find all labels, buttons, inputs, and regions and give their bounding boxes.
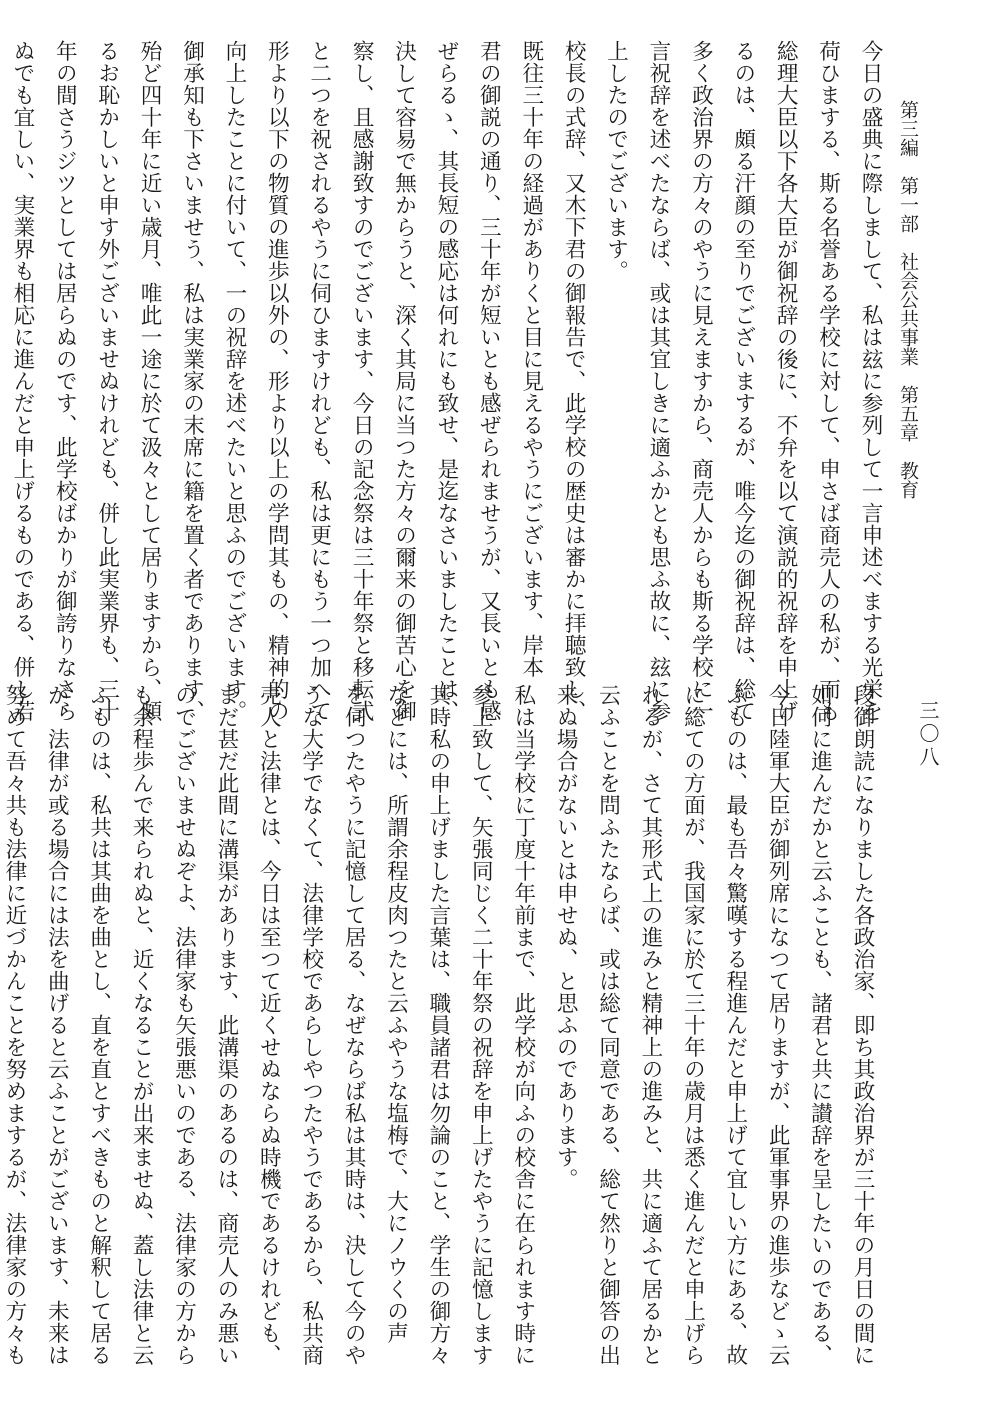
text-line: 今日の盛典に際しまして、私は玆に参列して一言申述べまする光栄を (858, 40, 883, 722)
text-line: 来ぬ場合がないとは申せぬ、と思ふのであります。 (553, 684, 579, 1190)
text-line: などには、所謂余程皮肉つたと云ふやうな塩梅で、大にノウくの声 (383, 684, 409, 1344)
text-line: 決して容易で無からうと、深く其局に当つた方々の爾来の御苦心を御 (391, 40, 417, 722)
text-line: まだ甚だ此間に溝渠があります、此溝渠のあるのは、商売人のみ悪い (213, 684, 239, 1366)
text-line: に総ての方面が、我国家に於て三十年の歳月は悉く進んだと申上げら (680, 684, 706, 1366)
text-line: 上したのでございます。 (603, 40, 629, 282)
text-line: 君の御説の通り、三十年が短いとも感ぜられませうが、又長いとも感 (476, 40, 502, 722)
text-line: うな大学でなくて、法律学校であらしやつたやうであるから、私共商 (298, 684, 324, 1366)
text-line: 既往三十年の経過がありくと目に見えるやうにございます、岸本 (518, 40, 544, 678)
header-chapter: 第五章 (897, 385, 919, 442)
text-line: 如何に進んだかと云ふことも、諸君と共に讃辞を呈したいのである、 (807, 684, 833, 1366)
text-line: るのは、頗る汗顔の至りでございまするが、唯今迄の御祝辞は、総て (730, 40, 756, 722)
text-line: 総理大臣以下各大臣が御祝辞の後に、不弁を以て演説的祝辞を申上げ (773, 40, 799, 722)
text-line: 云ふことを問ふたならば、或は総て同意である、総て然りと御答の出 (595, 684, 621, 1366)
text-line: 御承知も下さいませう、私は実業家の末席に籍を置く者であります、 (179, 40, 205, 722)
text-line: 参上致して、矢張同じく二十年祭の祝辞を申上げたやうに記憶します (468, 684, 494, 1366)
text-line: と二つを祝されるやうに伺ひますけれども、私は更にもう一つ加へて (306, 40, 332, 722)
page-number: 三〇八 (916, 700, 940, 769)
text-line: が、法律が或る場合には法を曲げると云ふことがございます、未来は (44, 684, 70, 1366)
text-line: ふものは、最も吾々驚嘆する程進んだと申上げて宜しい方にある、故 (722, 684, 748, 1366)
text-line: 察し、且感謝致すのでございます、今日の記念祭は三十年祭と移転式 (349, 40, 375, 722)
text-line: 年の間さうジツとしては居らぬのです、此学校ばかりが御誇りなさら (52, 40, 78, 722)
text-line: を伺つたやうに記憶して居る、なぜならば私は其時は、決して今のや (341, 684, 367, 1366)
text-line: るお恥かしいと申す外ございませぬけれども、併し此実業界も、三十 (94, 40, 120, 722)
text-line: 言祝辞を述べたならば、或は其宜しきに適ふかとも思ふ故に、玆に参 (645, 40, 671, 722)
header-category: 社会公共事業 (897, 252, 919, 366)
text-block-upper (0, 40, 891, 722)
text-line: 形より以下の物質の進歩以外の、形より以上の学問其もの、精神的の (264, 40, 290, 722)
text-line: 校長の式辞、又木下君の御報告で、此学校の歴史は審かに拝聴致し、 (561, 40, 587, 722)
text-line: 其時私の申上げました言葉は、職員諸君は勿論のこと、学生の御方々 (425, 684, 451, 1366)
text-line: 私は当学校に丁度十年前まで、此学校が向ふの校舎に在られます時に (510, 684, 536, 1366)
running-header (898, 100, 917, 499)
text-line: 売人と法律とは、今日は至つて近くせぬならぬ時機であるけれども、 (256, 684, 282, 1366)
text-line: ふものは、私共は其曲を曲とし、直を直とすべきものと解釈して居る (86, 684, 112, 1366)
header-bu: 第一部 (897, 176, 919, 233)
text-line: 段御朗読になりました各政治家、即ち其政治界が三十年の月日の間に (850, 684, 875, 1366)
header-hen: 第三編 (897, 100, 919, 157)
text-line: 荷ひまする、斯る名誉ある学校に対して、申さば商売人の私が、而も (815, 40, 841, 722)
text-block-lower (0, 684, 883, 1366)
text-line: 殆ど四十年に近い歳月、唯此一途に於て汲々として居りますから、頗 (137, 40, 163, 722)
text-line: 多く政治界の方々のやうに見えますから、商売人からも斯る学校に一 (688, 40, 714, 722)
header-title: 教育 (897, 461, 919, 499)
text-line: 今日陸軍大臣が御列席になつて居りますが、此軍事界の進歩などゝ云 (765, 684, 791, 1366)
text-line: 努めて吾々共も法律に近づかんことを努めまするが、法律家の方々も (1, 684, 27, 1366)
text-line: も余程歩んで来られぬと、近くなることが出来ませぬ、蓋し法律と云 (129, 684, 155, 1366)
text-line: ぬでも宜しい、実業界も相応に進んだと申上げるものである、併し若 (9, 40, 35, 722)
text-line: ぜらるゝ、其長短の感応は何れにも致せ、是迄なさいましたことは、 (433, 40, 459, 722)
text-line: れるが、さて其形式上の進みと精神上の進みと、共に適ふて居るかと (637, 684, 663, 1366)
text-line: 向上したことに付いて、一の祝辞を述べたいと思ふのでございます。 (221, 40, 247, 722)
text-line: のでございませぬぞよ、法律家も矢張悪いのである、法律家の方から (171, 684, 197, 1366)
